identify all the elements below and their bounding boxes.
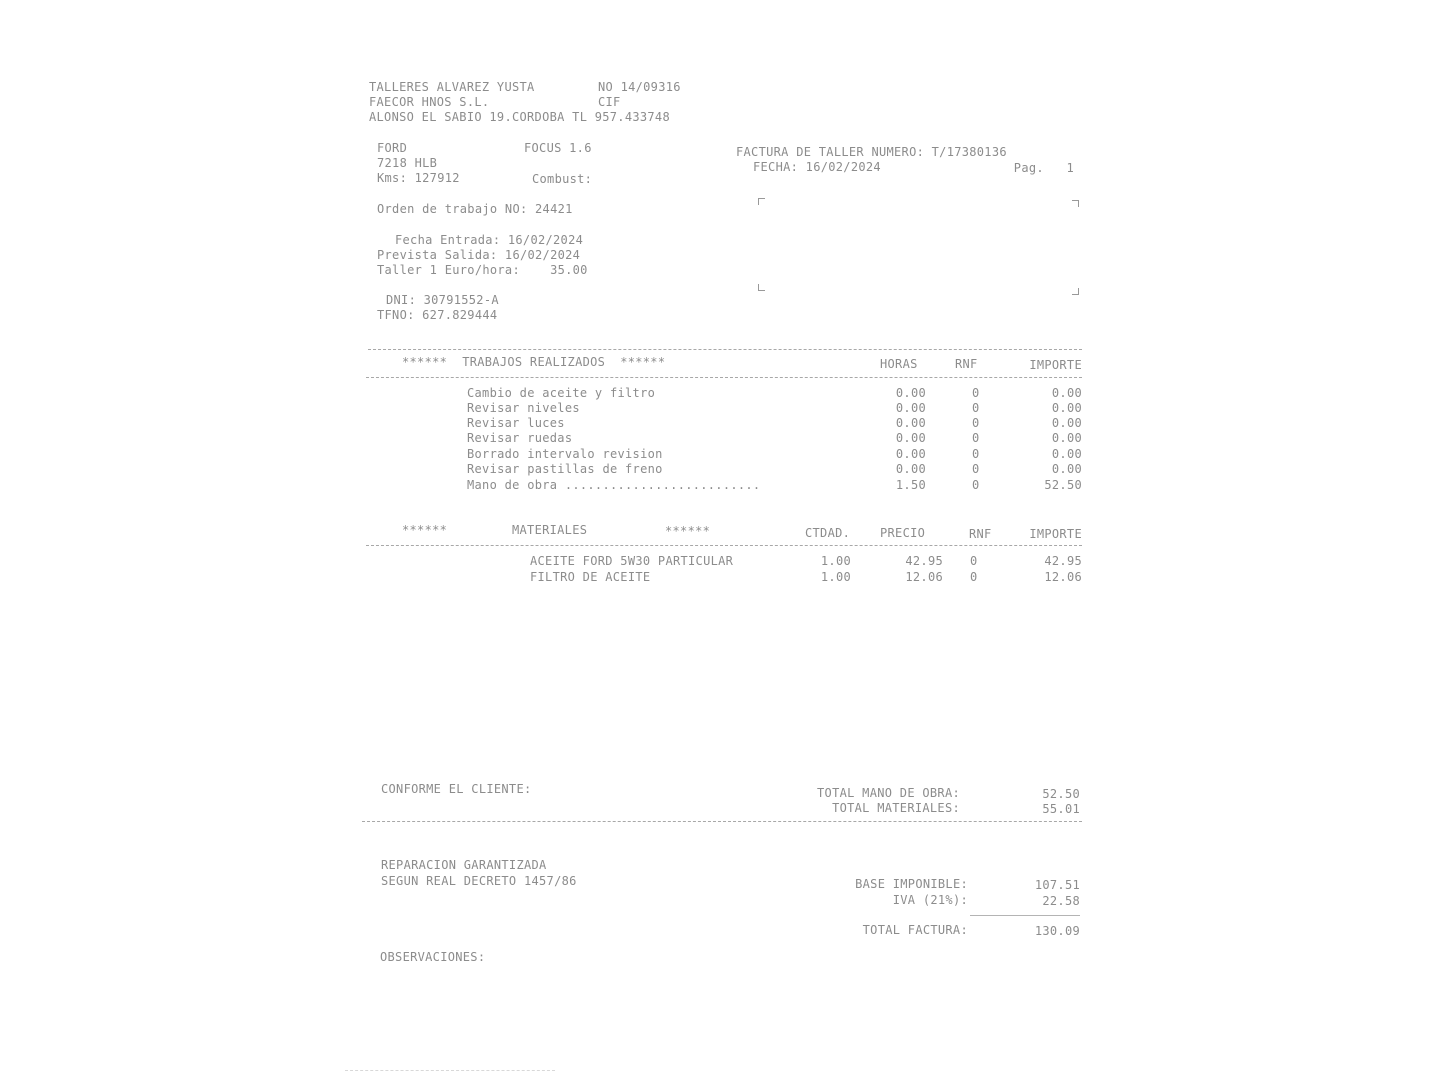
material-qty: 1.00 [820, 554, 851, 568]
labor-hours: 0.00 [895, 401, 926, 415]
tax-base-label: BASE IMPONIBLE: [855, 877, 968, 891]
observations-label: OBSERVACIONES: [380, 950, 486, 964]
tax-base-value: 107.51 [1034, 878, 1080, 892]
labor-amount: 0.00 [1051, 431, 1082, 445]
client-dni: DNI: 30791552-A [386, 293, 499, 307]
divider [368, 349, 1082, 350]
divider [362, 821, 1082, 822]
total-labor-value: 52.50 [1042, 787, 1080, 801]
table-row [0, 416, 1440, 431]
invoice-date: FECHA: 16/02/2024 [753, 160, 881, 174]
table-row [0, 478, 1440, 493]
vehicle-model: FOCUS 1.6 [524, 141, 592, 155]
labor-rnf: 0 [972, 401, 980, 415]
table-row [0, 401, 1440, 416]
labor-col-hours: HORAS [880, 357, 918, 371]
table-row [0, 462, 1440, 477]
hourly-rate: Taller 1 Euro/hora: 35.00 [377, 263, 588, 277]
material-desc: FILTRO DE ACEITE [530, 570, 651, 584]
guarantee-line-2: SEGUN REAL DECRETO 1457/86 [381, 874, 577, 888]
labor-amount: 52.50 [1044, 478, 1082, 492]
labor-amount: 0.00 [1051, 386, 1082, 400]
material-price: 42.95 [905, 554, 943, 568]
vehicle-fuel-label: Combust: [532, 172, 593, 186]
table-row [0, 570, 1440, 585]
material-amount: 12.06 [1044, 570, 1082, 584]
client-phone: TFNO: 627.829444 [377, 308, 498, 322]
labor-rnf: 0 [972, 462, 980, 476]
labor-rnf: 0 [972, 478, 980, 492]
divider [366, 377, 1082, 378]
material-qty: 1.00 [820, 570, 851, 584]
labor-desc: Revisar luces [467, 416, 565, 430]
material-amount: 42.95 [1044, 554, 1082, 568]
labor-col-amount: IMPORTE [1029, 358, 1082, 372]
table-row [0, 431, 1440, 446]
total-materials-label: TOTAL MATERIALES: [832, 801, 960, 815]
invoice-total-value: 130.09 [1034, 924, 1080, 938]
labor-rnf: 0 [972, 416, 980, 430]
material-desc: ACEITE FORD 5W30 PARTICULAR [530, 554, 734, 568]
company-address: ALONSO EL SABIO 19.CORDOBA TL 957.433748 [369, 110, 670, 124]
vat-value: 22.58 [1042, 894, 1080, 908]
company-legal-name: FAECOR HNOS S.L. [369, 95, 490, 109]
divider [970, 915, 1080, 916]
company-cif-label: CIF [598, 95, 621, 109]
labor-desc: Revisar ruedas [467, 431, 573, 445]
invoice-page: Pag. 1 [1013, 161, 1074, 175]
material-price: 12.06 [905, 570, 943, 584]
labor-hours: 0.00 [895, 416, 926, 430]
labor-desc: Mano de obra .......................... [467, 478, 761, 492]
labor-desc: Revisar niveles [467, 401, 580, 415]
labor-rnf: 0 [972, 447, 980, 461]
address-window-corner [1072, 288, 1079, 295]
materials-heading-left: ****** [402, 523, 448, 537]
vehicle-make: FORD [377, 141, 408, 155]
materials-heading-right: ****** [665, 524, 711, 538]
work-order-number: Orden de trabajo NO: 24421 [377, 202, 573, 216]
labor-desc: Revisar pastillas de freno [467, 462, 663, 476]
labor-heading: ****** TRABAJOS REALIZADOS ****** [402, 355, 666, 369]
labor-col-rnf: RNF [955, 357, 978, 371]
company-number: NO 14/09316 [598, 80, 681, 94]
labor-hours: 1.50 [895, 478, 926, 492]
materials-col-amount: IMPORTE [1029, 527, 1082, 541]
labor-amount: 0.00 [1051, 462, 1082, 476]
vehicle-km: Kms: 127912 [377, 171, 460, 185]
material-rnf: 0 [970, 554, 978, 568]
materials-col-rnf: RNF [969, 527, 992, 541]
labor-hours: 0.00 [895, 462, 926, 476]
guarantee-line-1: REPARACION GARANTIZADA [381, 858, 547, 872]
table-row [0, 447, 1440, 462]
materials-heading: MATERIALES [512, 523, 588, 537]
table-row [0, 386, 1440, 401]
expected-exit-date: Prevista Salida: 16/02/2024 [377, 248, 581, 262]
scan-edge-line [345, 1070, 555, 1071]
materials-col-price: PRECIO [880, 526, 926, 540]
address-window-corner [758, 284, 765, 291]
company-name: TALLERES ALVAREZ YUSTA [369, 80, 535, 94]
invoice-title: FACTURA DE TALLER NUMERO: T/17380136 [736, 145, 1007, 159]
address-window-corner [758, 198, 765, 205]
client-approval-label: CONFORME EL CLIENTE: [381, 782, 532, 796]
material-rnf: 0 [970, 570, 978, 584]
vat-label: IVA (21%): [892, 893, 968, 907]
address-window-corner [1072, 200, 1079, 207]
labor-hours: 0.00 [895, 431, 926, 445]
labor-amount: 0.00 [1051, 447, 1082, 461]
total-materials-value: 55.01 [1042, 802, 1080, 816]
total-labor-label: TOTAL MANO DE OBRA: [817, 786, 960, 800]
labor-hours: 0.00 [895, 386, 926, 400]
labor-rnf: 0 [972, 386, 980, 400]
divider [366, 545, 1082, 546]
labor-amount: 0.00 [1051, 416, 1082, 430]
labor-amount: 0.00 [1051, 401, 1082, 415]
labor-rnf: 0 [972, 431, 980, 445]
labor-hours: 0.00 [895, 447, 926, 461]
invoice-total-label: TOTAL FACTURA: [862, 923, 968, 937]
entry-date: Fecha Entrada: 16/02/2024 [395, 233, 584, 247]
labor-desc: Borrado intervalo revision [467, 447, 663, 461]
vehicle-plate: 7218 HLB [377, 156, 438, 170]
labor-desc: Cambio de aceite y filtro [467, 386, 656, 400]
table-row [0, 554, 1440, 569]
materials-col-qty: CTDAD. [805, 526, 851, 540]
